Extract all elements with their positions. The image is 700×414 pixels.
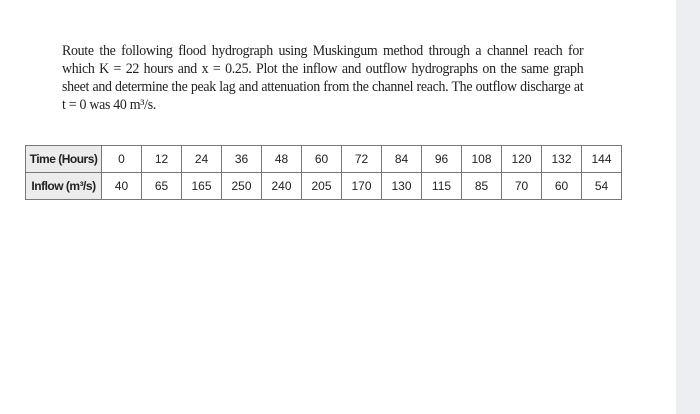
inflow-cell: 70 bbox=[502, 173, 542, 200]
time-header: Time (Hours) bbox=[26, 146, 102, 173]
time-cell: 48 bbox=[262, 146, 302, 173]
inflow-cell: 60 bbox=[542, 173, 582, 200]
time-cell: 84 bbox=[382, 146, 422, 173]
time-cell: 12 bbox=[142, 146, 182, 173]
inflow-cell: 130 bbox=[382, 173, 422, 200]
time-cell: 60 bbox=[302, 146, 342, 173]
problem-text: Route the following flood hydrograph using Muskingum method through a channel reach for which K = 22 hours and x = 0.25. Plot the inflow and outflow hydrographs on the same graph sheet and determine the peak lag and attenuation from the channel reach. The outflow discharge at t = 0 was 40 m³/s. bbox=[62, 43, 584, 113]
inflow-cell: 85 bbox=[462, 173, 502, 200]
inflow-cell: 205 bbox=[302, 173, 342, 200]
time-row bbox=[26, 146, 622, 173]
time-cell: 0 bbox=[102, 146, 142, 173]
inflow-cell: 165 bbox=[182, 173, 222, 200]
inflow-cell: 65 bbox=[142, 173, 182, 200]
time-cell: 120 bbox=[502, 146, 542, 173]
inflow-cell: 54 bbox=[582, 173, 622, 200]
time-cell: 132 bbox=[542, 146, 582, 173]
inflow-cell: 40 bbox=[102, 173, 142, 200]
inflow-cell: 115 bbox=[422, 173, 462, 200]
time-cell: 108 bbox=[462, 146, 502, 173]
side-panel bbox=[676, 0, 700, 414]
inflow-cell: 250 bbox=[222, 173, 262, 200]
hydrograph-table bbox=[25, 145, 622, 200]
time-cell: 24 bbox=[182, 146, 222, 173]
inflow-header: Inflow (m³/s) bbox=[26, 173, 102, 200]
time-cell: 144 bbox=[582, 146, 622, 173]
time-cell: 36 bbox=[222, 146, 262, 173]
inflow-cell: 170 bbox=[342, 173, 382, 200]
time-cell: 72 bbox=[342, 146, 382, 173]
inflow-cell: 240 bbox=[262, 173, 302, 200]
time-cell: 96 bbox=[422, 146, 462, 173]
inflow-row bbox=[26, 173, 622, 200]
